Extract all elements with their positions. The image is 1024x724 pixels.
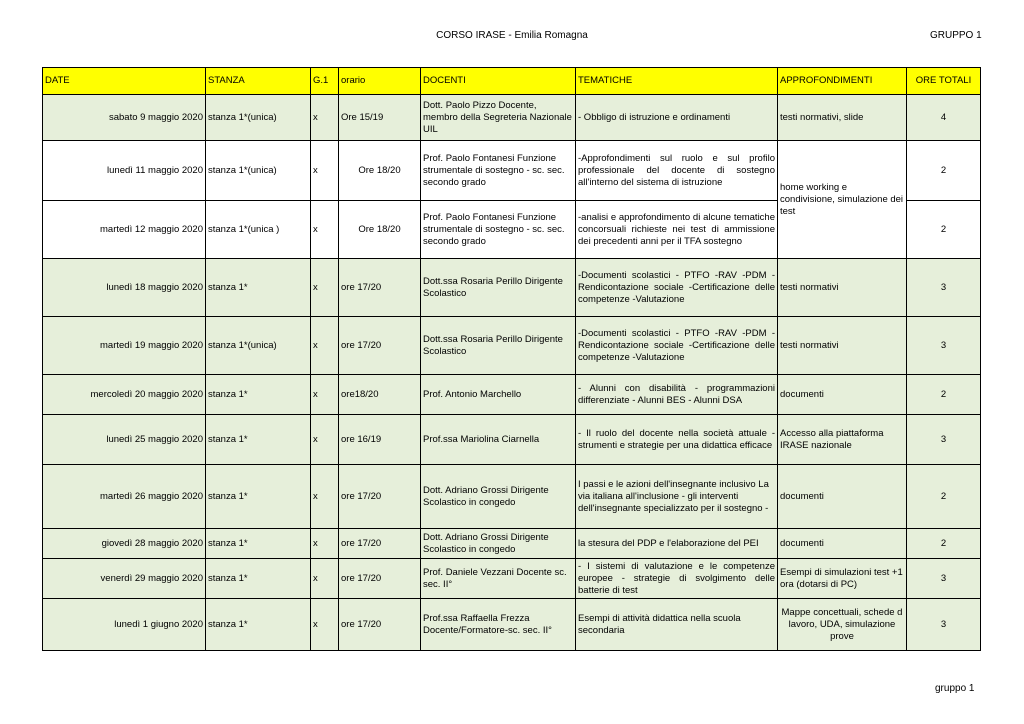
cell-g1: x [311,559,339,599]
cell-ore: 2 [907,201,981,259]
footer-group-label: gruppo 1 [935,683,975,694]
cell-stanza: stanza 1* [206,599,311,651]
cell-ore: 3 [907,559,981,599]
header-row [43,68,981,95]
cell-approfondimenti: documenti [778,465,907,529]
cell-g1: x [311,465,339,529]
cell-ore: 2 [907,375,981,415]
document-title: CORSO IRASE - Emilia Romagna [436,30,588,41]
cell-orario: ore 17/20 [339,259,421,317]
cell-orario: ore 17/20 [339,465,421,529]
cell-docenti: Dott. Adriano Grossi Dirigente Scolastico in congedo [421,465,576,529]
cell-date: martedì 12 maggio 2020 [43,201,206,259]
cell-g1: x [311,529,339,559]
cell-orario: ore 17/20 [339,559,421,599]
cell-date: sabato 9 maggio 2020 [43,95,206,141]
col-date: DATE [43,68,206,95]
cell-ore: 2 [907,465,981,529]
table-row [43,529,981,559]
cell-ore: 2 [907,529,981,559]
cell-docenti: Dott.ssa Rosaria Perillo Dirigente Scolastico [421,317,576,375]
cell-tematiche: - Obbligo di istruzione e ordinamenti [576,95,778,141]
cell-stanza: stanza 1* [206,529,311,559]
cell-ore: 3 [907,599,981,651]
cell-stanza: stanza 1* [206,415,311,465]
cell-tematiche: I passi e le azioni dell'insegnante inclusivo La via italiana all'inclusione - gli interventi dell'insegnante specializzato per il sostegno - [576,465,778,529]
schedule-table [42,67,981,651]
cell-tematiche: -Approfondimenti sul ruolo e sul profilo professionale del docente di sostegno all'interno del sistema di istruzione [576,141,778,201]
cell-docenti: Dott. Adriano Grossi Dirigente Scolastico in congedo [421,529,576,559]
cell-orario: ore 16/19 [339,415,421,465]
cell-approfondimenti: documenti [778,529,907,559]
cell-stanza: stanza 1*(unica) [206,141,311,201]
cell-docenti: Prof. Antonio Marchello [421,375,576,415]
cell-approfondimenti: home working e condivisione, simulazione dei test [778,141,907,259]
cell-approfondimenti: testi normativi [778,259,907,317]
cell-orario: Ore 18/20 [339,141,421,201]
cell-g1: x [311,259,339,317]
table-row [43,375,981,415]
cell-g1: x [311,95,339,141]
cell-orario: ore 17/20 [339,529,421,559]
cell-tematiche: Esempi di attività didattica nella scuola secondaria [576,599,778,651]
cell-date: martedì 26 maggio 2020 [43,465,206,529]
cell-tematiche: - Alunni con disabilità - programmazioni differenziate - Alunni BES - Alunni DSA [576,375,778,415]
cell-orario: ore18/20 [339,375,421,415]
cell-date: mercoledì 20 maggio 2020 [43,375,206,415]
cell-g1: x [311,201,339,259]
col-g1: G.1 [311,68,339,95]
col-ore-totali: ORE TOTALI [907,68,981,95]
cell-tematiche: -analisi e approfondimento di alcune tematiche concorsuali richieste nei test di ammissione dei precedenti anni per il TFA sostegno [576,201,778,259]
group-label: GRUPPO 1 [930,30,982,41]
cell-g1: x [311,375,339,415]
cell-date: lunedì 25 maggio 2020 [43,415,206,465]
cell-stanza: stanza 1*(unica) [206,95,311,141]
cell-docenti: Prof.ssa Mariolina Ciarnella [421,415,576,465]
cell-approfondimenti: Accesso alla piattaforma IRASE nazionale [778,415,907,465]
cell-orario: ore 17/20 [339,317,421,375]
cell-date: lunedì 11 maggio 2020 [43,141,206,201]
cell-stanza: stanza 1* [206,465,311,529]
table-row [43,465,981,529]
cell-tematiche: - I sistemi di valutazione e le competenze europee - strategie di svolgimento delle batterie di test [576,559,778,599]
cell-stanza: stanza 1*(unica) [206,317,311,375]
table-row [43,599,981,651]
cell-g1: x [311,141,339,201]
cell-date: venerdì 29 maggio 2020 [43,559,206,599]
cell-approfondimenti: Esempi di simulazioni test +1 ora (dotarsi di PC) [778,559,907,599]
cell-date: giovedì 28 maggio 2020 [43,529,206,559]
table-row [43,141,981,201]
cell-date: lunedì 1 giugno 2020 [43,599,206,651]
table-row [43,559,981,599]
cell-docenti: Prof. Paolo Fontanesi Funzione strumentale di sostegno - sc. sec. secondo grado [421,141,576,201]
col-docenti: DOCENTI [421,68,576,95]
cell-tematiche: -Documenti scolastici - PTFO -RAV -PDM -Rendicontazione sociale -Certificazione delle competenze -Valutazione [576,317,778,375]
cell-date: martedì 19 maggio 2020 [43,317,206,375]
cell-docenti: Dott.ssa Rosaria Perillo Dirigente Scolastico [421,259,576,317]
cell-approfondimenti: Mappe concettuali, schede d lavoro, UDA, simulazione prove [778,599,907,651]
cell-ore: 4 [907,95,981,141]
cell-orario: Ore 18/20 [339,201,421,259]
cell-tematiche: -Documenti scolastici - PTFO -RAV -PDM -Rendicontazione sociale -Certificazione delle competenze -Valutazione [576,259,778,317]
col-approfondimenti: APPROFONDIMENTI [778,68,907,95]
cell-stanza: stanza 1* [206,559,311,599]
cell-tematiche: la stesura del PDP e l'elaborazione del PEI [576,529,778,559]
cell-docenti: Prof. Daniele Vezzani Docente sc. sec. II° [421,559,576,599]
cell-stanza: stanza 1* [206,259,311,317]
cell-date: lunedì 18 maggio 2020 [43,259,206,317]
col-stanza: STANZA [206,68,311,95]
cell-ore: 3 [907,415,981,465]
table-row [43,95,981,141]
col-orario: orario [339,68,421,95]
cell-approfondimenti: testi normativi [778,317,907,375]
table-row [43,259,981,317]
cell-orario: Ore 15/19 [339,95,421,141]
cell-orario: ore 17/20 [339,599,421,651]
table-row [43,317,981,375]
cell-approfondimenti: testi normativi, slide [778,95,907,141]
cell-stanza: stanza 1*(unica ) [206,201,311,259]
cell-stanza: stanza 1* [206,375,311,415]
table-row [43,415,981,465]
cell-ore: 3 [907,317,981,375]
cell-g1: x [311,317,339,375]
cell-docenti: Prof.ssa Raffaella Frezza Docente/Formatore-sc. sec. II° [421,599,576,651]
col-tematiche: TEMATICHE [576,68,778,95]
cell-tematiche: - Il ruolo del docente nella società attuale - strumenti e strategie per una didattica efficace [576,415,778,465]
cell-g1: x [311,415,339,465]
cell-docenti: Prof. Paolo Fontanesi Funzione strumentale di sostegno - sc. sec. secondo grado [421,201,576,259]
cell-g1: x [311,599,339,651]
cell-ore: 3 [907,259,981,317]
cell-approfondimenti: documenti [778,375,907,415]
cell-ore: 2 [907,141,981,201]
cell-docenti: Dott. Paolo Pizzo Docente, membro della Segreteria Nazionale UIL [421,95,576,141]
